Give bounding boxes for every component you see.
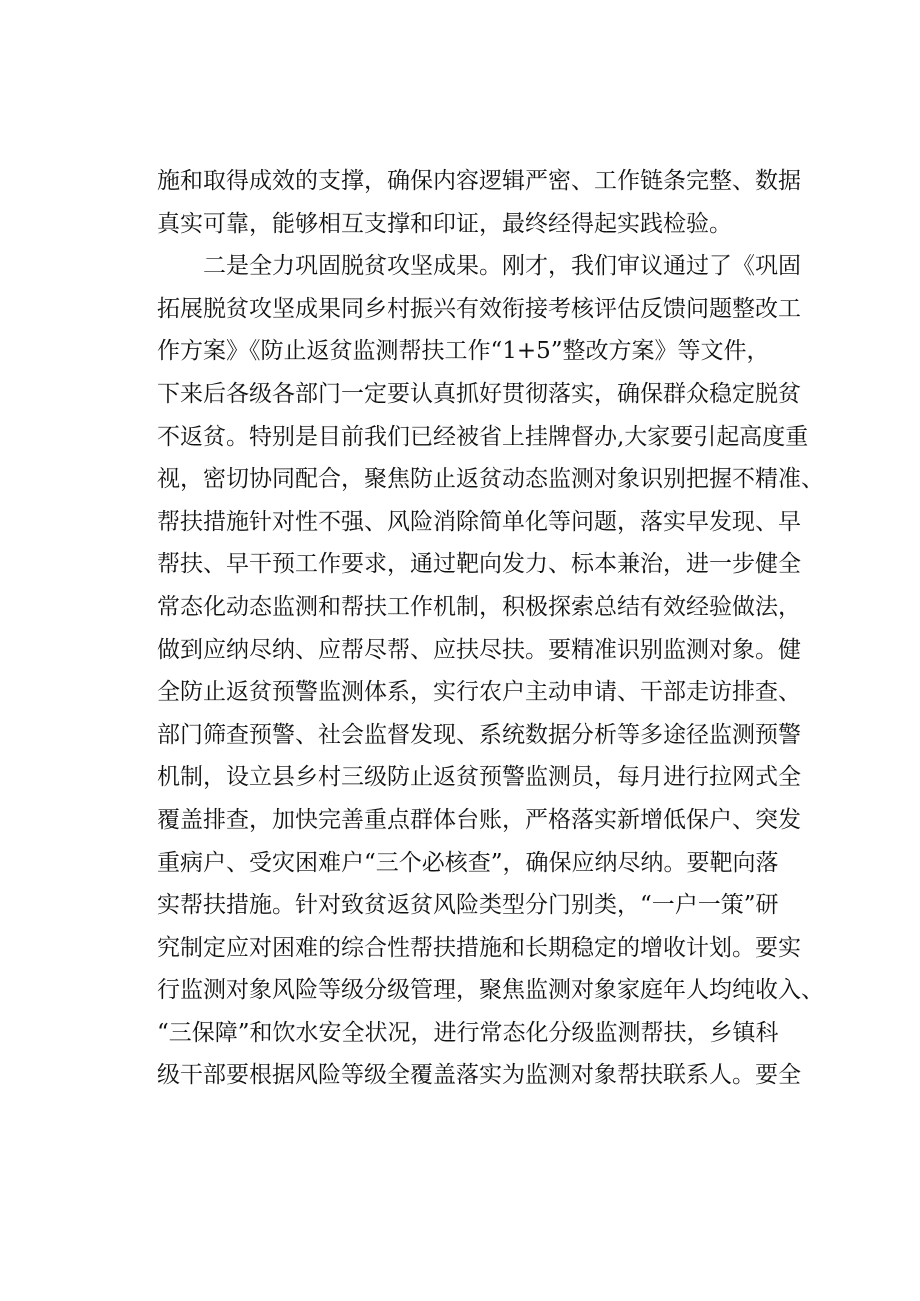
paragraph-start-line: 二是全力巩固脱贫攻坚成果。刚才，我们审议通过了《巩固	[203, 253, 801, 280]
body-text	[157, 160, 824, 1097]
text-line: 实帮扶措施。针对致贫返贫风险类型分门别类，“一户一策”研	[157, 892, 779, 919]
text-line: 重病户、受灾困难户“三个必核查”，确保应纳尽纳。要靶向落	[157, 849, 779, 876]
text-line: 常态化动态监测和帮扶工作机制，积极探索总结有效经验做法，	[157, 593, 801, 620]
text-line: “三保障”和饮水安全状况，进行常态化分级监测帮扶，乡镇科	[157, 1019, 779, 1046]
text-line: 部门筛查预警、社会监督发现、系统数据分析等多途径监测预警	[157, 721, 801, 748]
text-line: 级干部要根据风险等级全覆盖落实为监测对象帮扶联系人。要全	[157, 1062, 801, 1089]
text-line: 究制定应对困难的综合性帮扶措施和长期稳定的增收计划。要实	[157, 934, 801, 961]
text-line: 作方案》《防止返贫监测帮扶工作“1+5”整改方案》等文件，	[157, 338, 770, 365]
text-line: 拓展脱贫攻坚成果同乡村振兴有效衔接考核评估反馈问题整改工	[157, 295, 801, 322]
text-line: 帮扶、早干预工作要求，通过靶向发力、标本兼治，进一步健全	[157, 551, 801, 578]
text-line: 覆盖排查，加快完善重点群体台账，严格落实新增低保户、突发	[157, 806, 801, 833]
text-line: 真实可靠，能够相互支撑和印证，最终经得起实践检验。	[157, 210, 732, 237]
text-line: 施和取得成效的支撑，确保内容逻辑严密、工作链条完整、数据	[157, 168, 801, 194]
text-line: 下来后各级各部门一定要认真抓好贯彻落实，确保群众稳定脱贫	[157, 380, 801, 407]
text-line: 行监测对象风险等级分级管理，聚焦监测对象家庭年人均纯收入、	[157, 977, 824, 1004]
text-line: 帮扶措施针对性不强、风险消除简单化等问题，落实早发现、早	[157, 508, 801, 535]
text-line: 不返贫。特别是目前我们已经被省上挂牌督办,大家要引起高度重	[157, 423, 809, 450]
text-line: 视，密切协同配合，聚焦防止返贫动态监测对象识别把握不精准、	[157, 466, 824, 493]
text-line: 做到应纳尽纳、应帮尽帮、应扶尽扶。要精准识别监测对象。健	[157, 636, 801, 663]
text-line: 机制，设立县乡村三级防止返贫预警监测员，每月进行拉网式全	[157, 764, 801, 791]
text-line: 全防止返贫预警监测体系，实行农户主动申请、干部走访排查、	[157, 679, 801, 706]
